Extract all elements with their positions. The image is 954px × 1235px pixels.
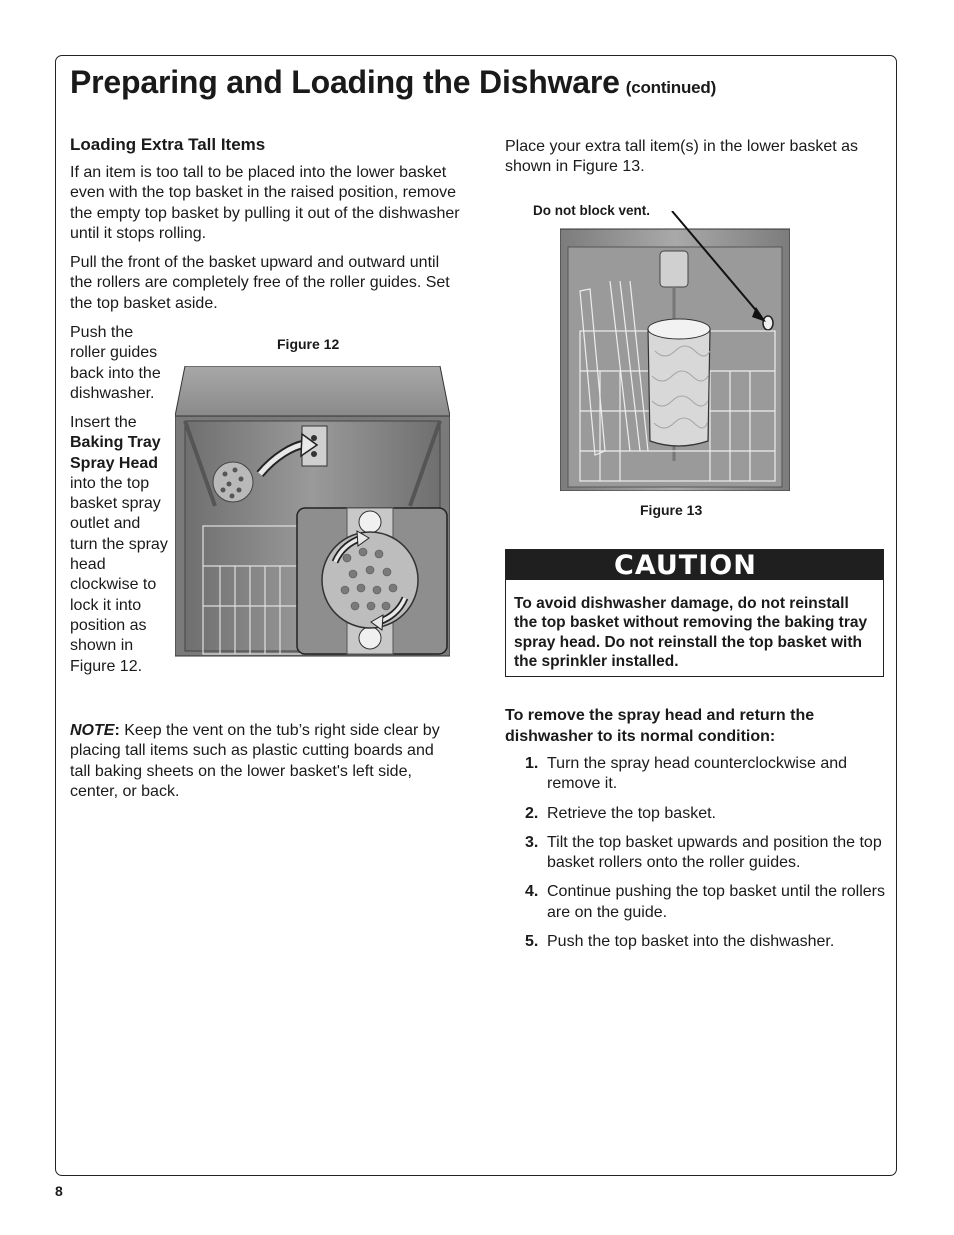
step-item: 3. Tilt the top basket upwards and position the top basket rollers onto the roller guides.: [525, 833, 882, 872]
vent-callout: Do not block vent.: [533, 203, 651, 218]
step-item: 1. Turn the spray head counterclockwise and remove it.: [525, 755, 848, 793]
page-title: Preparing and Loading the Dishware (continued): [70, 64, 717, 100]
spray-head-term: Baking Tray Spray Head: [70, 434, 161, 472]
step-item: 2. Retrieve the top basket.: [525, 804, 716, 822]
paragraph-remove-basket: If an item is too tall to be placed into the lower basket even with the top basket in the raised position, remove the empty top basket by pulling it out of the dishwasher until it stops rolling.: [70, 164, 460, 242]
caution-text: To avoid dishwasher damage, do not reinstall the top basket without removing the baking tray spray head. Do not reinstall the top basket with the sprinkler installed.: [514, 595, 868, 670]
remove-heading: To remove the spray head and return the dishwasher to its normal condition:: [505, 707, 815, 745]
title-suffix: (continued): [625, 78, 717, 97]
page-number: 8: [55, 1183, 63, 1199]
caution-label: CAUTION: [506, 550, 883, 580]
note-label: NOTE: [70, 722, 115, 739]
figure-13-illustration: [560, 211, 790, 491]
step-item: 5. Push the top basket into the dishwasher.: [525, 933, 835, 951]
step-item: 4. Continue pushing the top basket until the rollers are on the guide.: [525, 883, 885, 921]
paragraph-push-guides: Push the roller guides back into the dishwasher.: [70, 324, 161, 402]
figure-12-caption: Figure 12: [277, 336, 340, 352]
paragraph-pull-basket: Pull the front of the basket upward and outward until the rollers are completely free of the roller guides. Set the top basket aside.: [70, 254, 450, 312]
section-heading: Loading Extra Tall Items: [70, 135, 266, 154]
paragraph-insert-spray-head: Insert the Baking Tray Spray Head into the top basket spray outlet and turn the spray head clockwise to lock it into position as shown in Figure 12.: [70, 414, 168, 675]
caution-box: [505, 549, 884, 677]
removal-steps: [520, 754, 885, 961]
figure-13-caption: Figure 13: [640, 502, 703, 518]
figure-12-illustration: [175, 366, 450, 662]
note-paragraph: NOTE: Keep the vent on the tub’s right side clear by placing tall items such as plastic cutting boards and tall baking sheets on the lower basket's left side, center, or back.: [70, 722, 440, 800]
intro-paragraph: Place your extra tall item(s) in the lower basket as shown in Figure 13.: [505, 138, 859, 176]
